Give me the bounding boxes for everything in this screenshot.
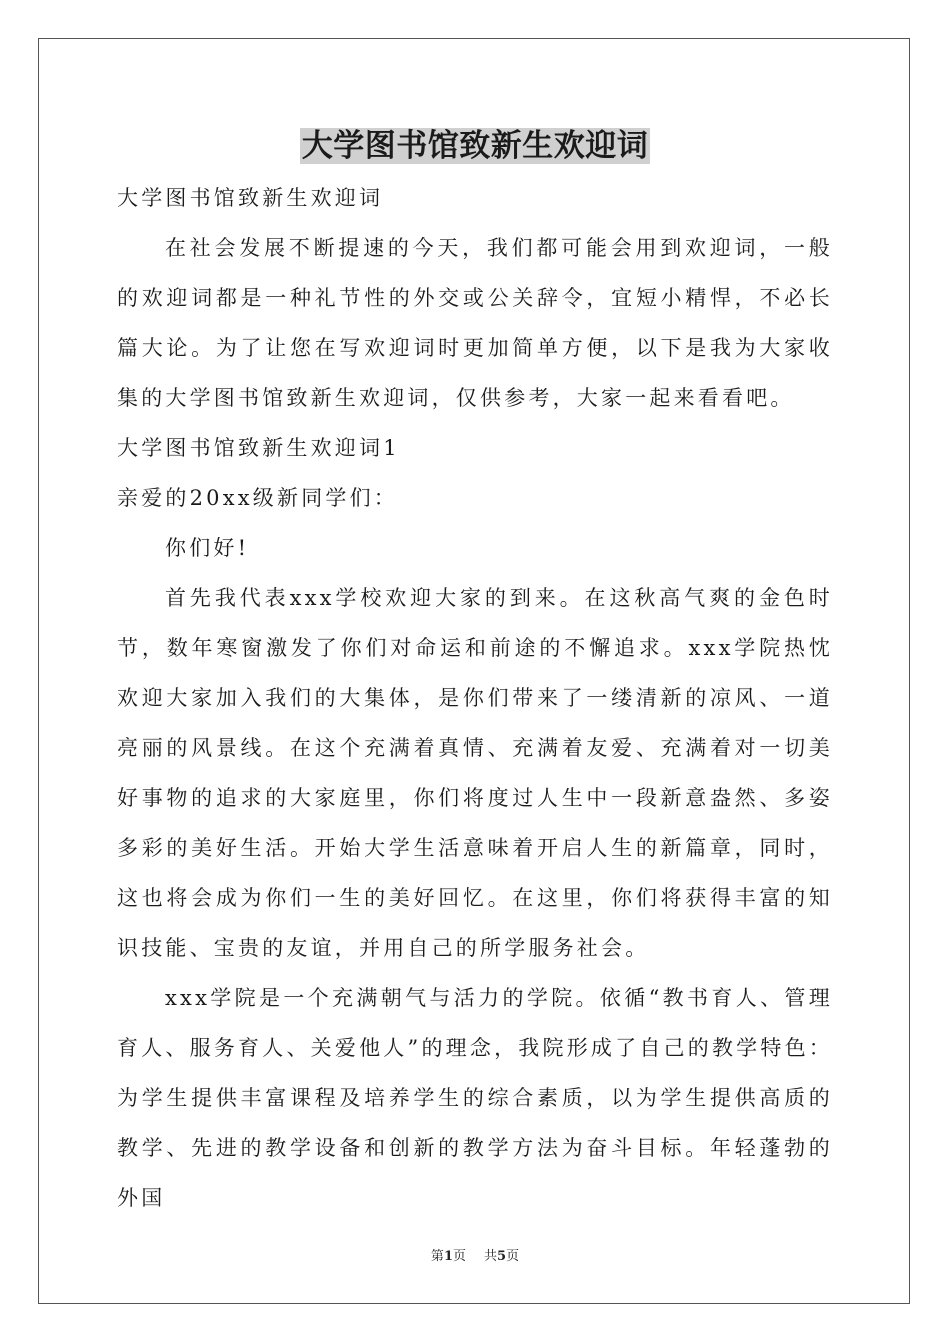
footer-total-prefix: 共 [484,1249,498,1264]
paragraph-salutation: 亲爱的20xx级新同学们： [117,486,399,510]
document-title [0,124,950,168]
footer-total-suffix: 页 [506,1249,520,1264]
paragraph-intro: 在社会发展不断提速的今天，我们都可能会用到欢迎词，一般的欢迎词都是一种礼节性的外交或公关辞令，宜短小精悍，不必长篇大论。为了让您在写欢迎词时更加简单方便，以下是我为大家收集的大学图书馆致新生欢迎词，仅供参考，大家一起来看看吧。 [117,236,833,410]
paragraph-subtitle: 大学图书馆致新生欢迎词 [117,186,384,210]
paragraph-college-intro: xxx学院是一个充满朝气与活力的学院。依循“教书育人、管理育人、服务育人、关爱他人”的理念，我院形成了自己的教学特色：为学生提供丰富课程及培养学生的综合素质，以为学生提供高质的教学、先进的教学设备和创新的教学方法为奋斗目标。年轻蓬勃的外国 [117,986,833,1210]
paragraph-greeting: 你们好! [165,536,250,560]
document-body [117,173,833,1223]
paragraph-welcome: 首先我代表xxx学校欢迎大家的到来。在这秋高气爽的金色时节，数年寒窗激发了你们对命运和前途的不懈追求。xxx学院热忱欢迎大家加入我们的大集体，是你们带来了一缕清新的凉风、一道亮丽的风景线。在这个充满着真情、充满着友爱、充满着对一切美好事物的追求的大家庭里，你们将度过人生中一段新意盎然、多姿多彩的美好生活。开始大学生活意味着开启人生的新篇章，同时，这也将会成为你们一生的美好回忆。在这里，你们将获得丰富的知识技能、宝贵的友谊，并用自己的所学服务社会。 [117,586,833,960]
footer-page-current: 1 [443,1249,453,1264]
footer-page-total: 5 [497,1249,507,1264]
paragraph-section-heading: 大学图书馆致新生欢迎词1 [117,436,400,460]
footer-page-suffix: 页 [452,1249,466,1264]
page-footer [0,1248,950,1266]
footer-page-prefix: 第 [430,1249,444,1264]
document-title-text: 大学图书馆致新生欢迎词 [301,128,649,164]
